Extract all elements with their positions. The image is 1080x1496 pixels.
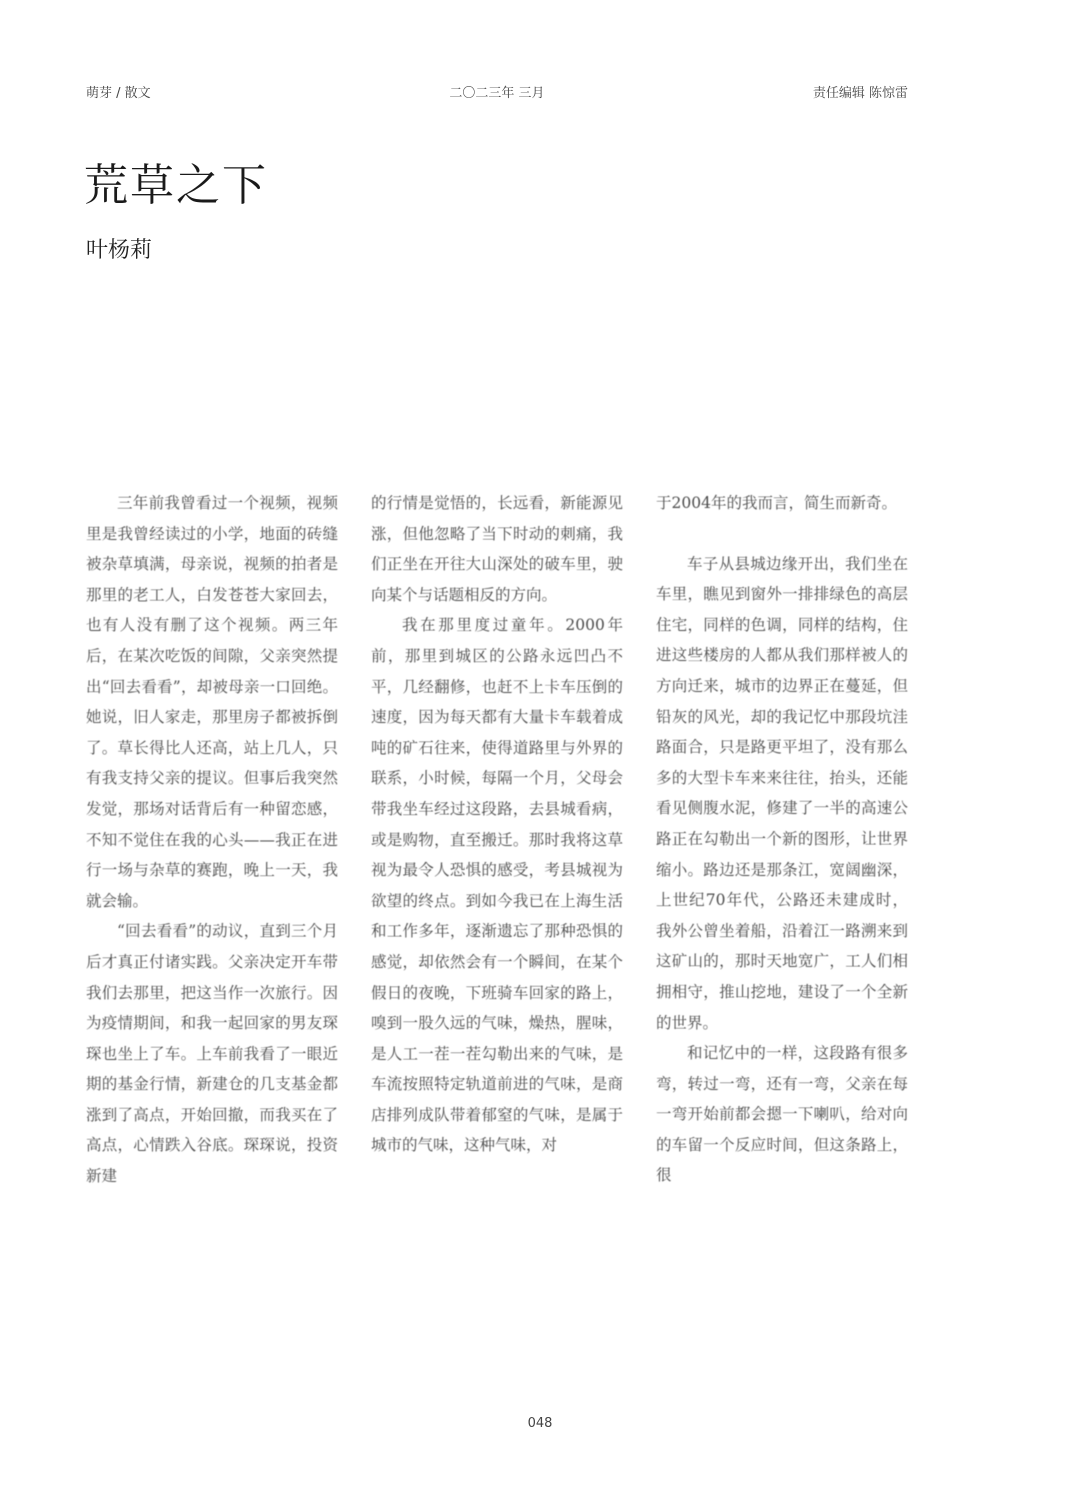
running-header [86,82,908,102]
article-title: 荒草之下 [84,160,268,211]
paragraph: 于2004年的我而言，简生而新奇。 [656,494,897,512]
paragraph: “回去看看”的动议，直到三个月后才真正付诸实践。父亲决定开车带我们去那里，把这当作一次旅行。因为疫情期间，和我一起回家的男友琛琛也坐上了车。上车前我看了一眼近期的基金行情，新建仓的几支基金都涨到了高点，开始回撤，而我买在了高点，心情跌入谷底。琛琛说，投资新建 [86,922,338,1186]
page-number: 048 [527,1416,553,1431]
editor-credit: 责任编辑 陈惊雷 [812,86,908,101]
paragraph: 的行情是觉悟的，长远看，新能源见涨，但他忽略了当下时动的刺痛，我们正坐在开往大山深处的破车里，驶向某个与话题相反的方向。 [371,494,623,604]
paragraph: 三年前我曾看过一个视频，视频里是我曾经读过的小学，地面的砖缝被杂草填满，母亲说，视频的拍者是那里的老工人，白发苍苍大家回去，也有人没有删了这个视频。两三年后，在某次吃饭的间隙，父亲突然提出“回去看看”，却被母亲一口回绝。她说，旧人家走，那里房子都被拆倒了。草长得比人还高，站上几人，只有我支持父亲的提议。但事后我突然发觉，那场对话背后有一种留恋感，不知不觉住在我的心头——我正在进行一场与杂草的赛跑，晚上一天，我就会输。 [86,494,338,910]
paragraph: 和记忆中的一样，这段路有很多弯，转过一弯，还有一弯，父亲在每一弯开始前都会摁一下喇叭，给对向的车留一个反应时间，但这条路上，很 [656,1044,908,1185]
paragraph: 车子从县城边缘开出，我们坐在车里，瞧见到窗外一排排绿色的高层住宅，同样的色调，同样的结构，住进这些楼房的人都从我们那样被人的方向迁来，城市的边界正在蔓延，但铅灰的风光，却的我记忆中那段坑洼路面合，只是路更平坦了，没有那么多的大型卡车来来往往，抬头，还能看见侧腹水泥，修建了一半的高速公路正在勾勒出一个新的图形，让世界缩小。路边还是那条江，宽阔幽深，上世纪70年代，公路还未建成时，我外公曾坐着船，沿着江一路溯来到这矿山的，那时天地宽广，工人们相拥相守，推山挖地，建设了一个全新的世界。 [656,554,908,1032]
text-column-2 [371,488,623,1161]
paragraph: 我在那里度过童年。2000年前，那里到城区的公路永远凹凸不平，几经翻修，也赶不上卡车压倒的速度，因为每天都有大量卡车载着成吨的矿石往来，使得道路里与外界的联系，小时候，每隔一个月，父母会带我坐车经过这段路，去县城看病，或是购物，直至搬迁。那时我将这草视为最令人恐惧的感受，考县城视为欲望的终点。到如今我已在上海生活和工作多年，逐渐遗忘了那种恐惧的感觉，却依然会有一个瞬间，在某个假日的夜晚，下班骑车回家的路上，嗅到一股久远的气味，燥热，腥味，是人工一茬一茬勾勒出来的气味，是车流按照特定轨道前进的气味，是商店排列成队带着郁窒的气味，是属于城市的气味，这种气味，对 [371,616,623,1155]
article-author: 叶杨莉 [86,238,153,263]
text-column-1 [86,488,338,1192]
section-label: 萌芽 / 散文 [86,86,151,101]
text-column-3 [656,488,908,1191]
issue-date: 二〇二三年 三月 [449,86,545,101]
